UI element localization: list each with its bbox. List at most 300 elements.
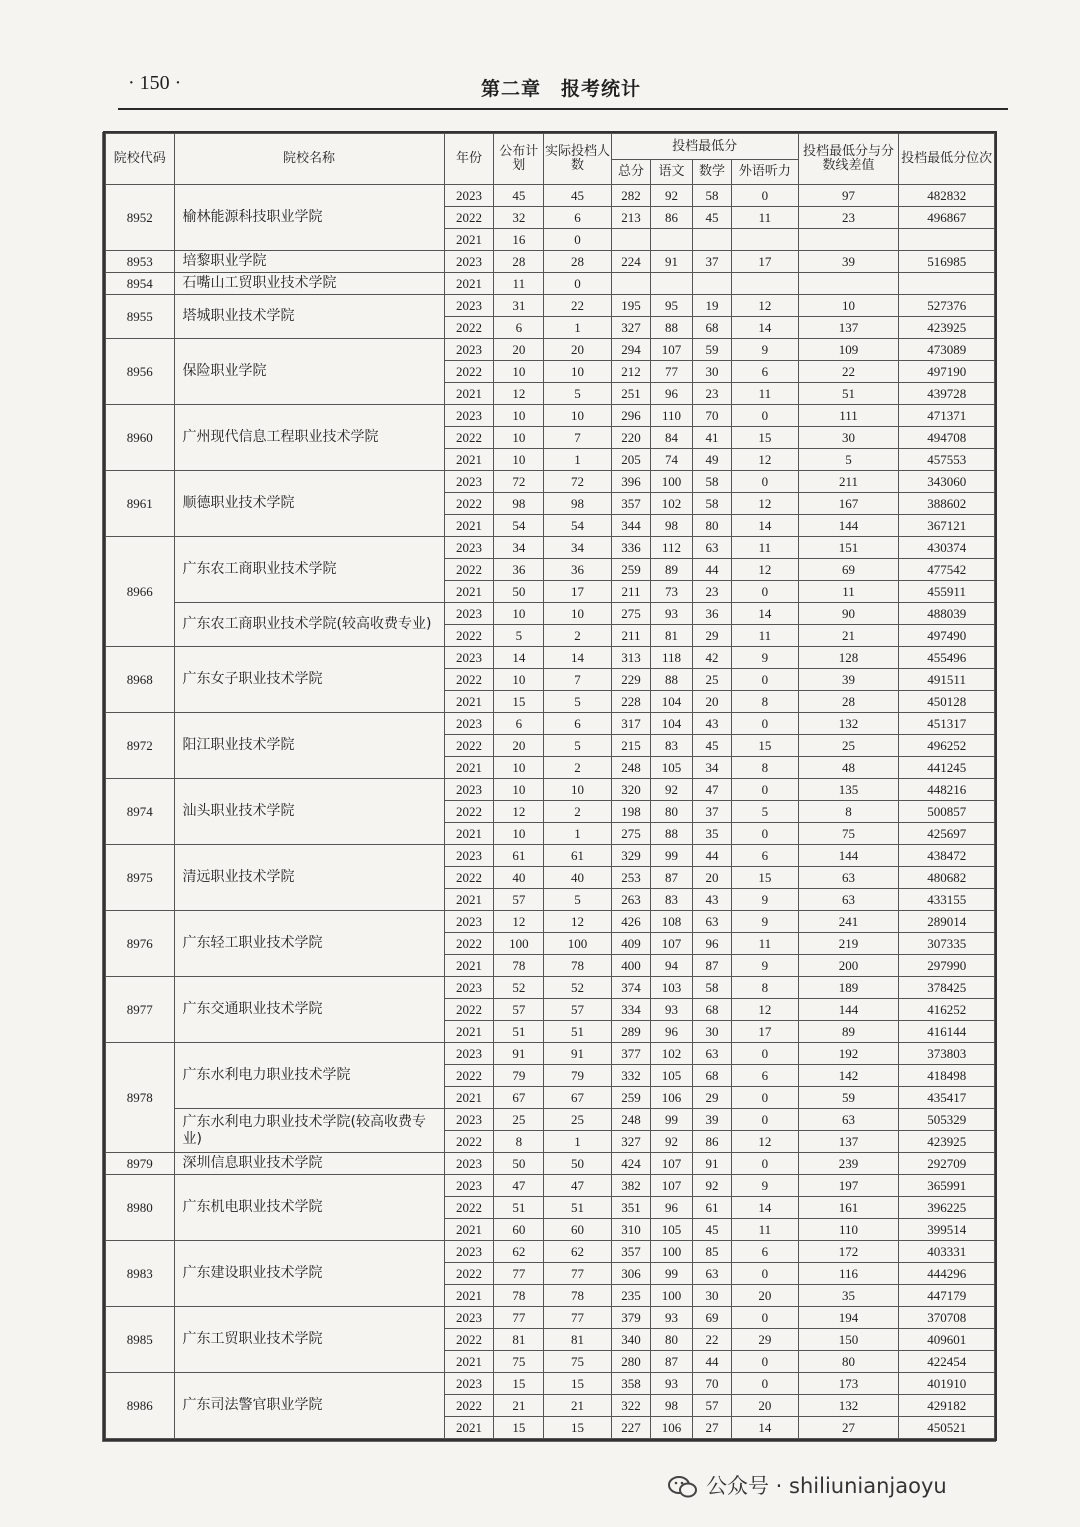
cell-diff: 22 xyxy=(798,361,899,383)
cell-plan: 51 xyxy=(494,1197,544,1219)
cell-diff: 144 xyxy=(798,515,899,537)
cell-rank: 448216 xyxy=(899,779,995,801)
cell-english: 0 xyxy=(732,713,798,735)
cell-plan: 57 xyxy=(494,999,544,1021)
cell-diff: 161 xyxy=(798,1197,899,1219)
cell-total: 400 xyxy=(611,955,650,977)
cell-actual: 6 xyxy=(544,713,612,735)
cell-total: 396 xyxy=(611,471,650,493)
cell-english: 6 xyxy=(732,845,798,867)
cell-rank: 435417 xyxy=(899,1087,995,1109)
cell-plan: 60 xyxy=(494,1219,544,1241)
cell-english: 0 xyxy=(732,1153,798,1175)
cell-actual: 79 xyxy=(544,1065,612,1087)
cell-total: 212 xyxy=(611,361,650,383)
cell-plan: 10 xyxy=(494,405,544,427)
cell-total: 227 xyxy=(611,1417,650,1439)
cell-actual: 45 xyxy=(544,185,612,207)
table-row xyxy=(106,845,995,867)
cell-math: 44 xyxy=(692,1351,731,1373)
cell-math: 27 xyxy=(692,1417,731,1439)
cell-math: 59 xyxy=(692,339,731,361)
cell-math: 30 xyxy=(692,361,731,383)
cell-diff: 89 xyxy=(798,1021,899,1043)
school-code: 8985 xyxy=(106,1307,175,1373)
cell-diff: 167 xyxy=(798,493,899,515)
cell-plan: 20 xyxy=(494,339,544,361)
cell-year: 2022 xyxy=(444,1131,494,1153)
school-code: 8972 xyxy=(106,713,175,779)
cell-rank: 497490 xyxy=(899,625,995,647)
cell-year: 2022 xyxy=(444,361,494,383)
cell-actual: 78 xyxy=(544,1285,612,1307)
cell-math: 85 xyxy=(692,1241,731,1263)
cell-plan: 21 xyxy=(494,1395,544,1417)
cell-chinese: 80 xyxy=(651,1329,693,1351)
cell-diff: 173 xyxy=(798,1373,899,1395)
admission-table-wrapper xyxy=(103,131,997,1441)
cell-math: 19 xyxy=(692,295,731,317)
school-name: 广州现代信息工程职业技术学院 xyxy=(174,405,444,471)
school-name: 广东水利电力职业技术学院 xyxy=(174,1043,444,1109)
table-row xyxy=(106,779,995,801)
cell-plan: 10 xyxy=(494,603,544,625)
cell-math xyxy=(692,273,731,295)
cell-year: 2023 xyxy=(444,1175,494,1197)
cell-diff: 63 xyxy=(798,1109,899,1131)
cell-rank: 292709 xyxy=(899,1153,995,1175)
school-code: 8986 xyxy=(106,1373,175,1439)
cell-year: 2021 xyxy=(444,1285,494,1307)
cell-english: 14 xyxy=(732,1197,798,1219)
cell-plan: 12 xyxy=(494,801,544,823)
school-name: 保险职业学院 xyxy=(174,339,444,405)
cell-english: 0 xyxy=(732,405,798,427)
cell-rank: 396225 xyxy=(899,1197,995,1219)
cell-actual: 51 xyxy=(544,1021,612,1043)
cell-rank: 378425 xyxy=(899,977,995,999)
cell-english: 9 xyxy=(732,339,798,361)
col-header-english: 外语听力 xyxy=(732,160,798,185)
cell-math: 86 xyxy=(692,1131,731,1153)
cell-rank: 343060 xyxy=(899,471,995,493)
cell-chinese: 95 xyxy=(651,295,693,317)
table-row xyxy=(106,1153,995,1175)
cell-english: 8 xyxy=(732,691,798,713)
col-header-name: 院校名称 xyxy=(174,134,444,185)
cell-actual: 22 xyxy=(544,295,612,317)
cell-plan: 10 xyxy=(494,449,544,471)
cell-rank: 399514 xyxy=(899,1219,995,1241)
cell-actual: 5 xyxy=(544,691,612,713)
cell-rank: 425697 xyxy=(899,823,995,845)
cell-chinese: 81 xyxy=(651,625,693,647)
cell-diff xyxy=(798,273,899,295)
cell-plan: 34 xyxy=(494,537,544,559)
cell-year: 2023 xyxy=(444,405,494,427)
cell-plan: 32 xyxy=(494,207,544,229)
cell-diff: 110 xyxy=(798,1219,899,1241)
col-header-total: 总分 xyxy=(611,160,650,185)
cell-english: 12 xyxy=(732,493,798,515)
cell-chinese: 110 xyxy=(651,405,693,427)
cell-year: 2023 xyxy=(444,295,494,317)
cell-chinese: 96 xyxy=(651,1021,693,1043)
cell-year: 2023 xyxy=(444,1373,494,1395)
cell-math: 58 xyxy=(692,185,731,207)
cell-year: 2023 xyxy=(444,1043,494,1065)
cell-english xyxy=(732,273,798,295)
cell-year: 2021 xyxy=(444,691,494,713)
cell-diff: 144 xyxy=(798,999,899,1021)
cell-english: 0 xyxy=(732,1373,798,1395)
cell-rank: 289014 xyxy=(899,911,995,933)
cell-year: 2022 xyxy=(444,867,494,889)
cell-rank: 473089 xyxy=(899,339,995,361)
cell-actual: 10 xyxy=(544,603,612,625)
cell-actual: 15 xyxy=(544,1373,612,1395)
cell-math: 34 xyxy=(692,757,731,779)
cell-diff: 90 xyxy=(798,603,899,625)
cell-year: 2023 xyxy=(444,1241,494,1263)
cell-diff: 111 xyxy=(798,405,899,427)
cell-actual: 81 xyxy=(544,1329,612,1351)
cell-english: 0 xyxy=(732,1307,798,1329)
cell-actual: 91 xyxy=(544,1043,612,1065)
cell-total: 248 xyxy=(611,1109,650,1131)
cell-total: 374 xyxy=(611,977,650,999)
cell-rank xyxy=(899,273,995,295)
cell-diff: 192 xyxy=(798,1043,899,1065)
cell-total: 357 xyxy=(611,493,650,515)
cell-math: 96 xyxy=(692,933,731,955)
cell-math: 29 xyxy=(692,625,731,647)
cell-plan: 31 xyxy=(494,295,544,317)
cell-chinese: 91 xyxy=(651,251,693,273)
cell-diff: 151 xyxy=(798,537,899,559)
cell-total: 426 xyxy=(611,911,650,933)
cell-total: 229 xyxy=(611,669,650,691)
cell-diff: 39 xyxy=(798,251,899,273)
table-row xyxy=(106,647,995,669)
cell-year: 2023 xyxy=(444,647,494,669)
cell-chinese: 102 xyxy=(651,493,693,515)
cell-year: 2022 xyxy=(444,1395,494,1417)
cell-plan: 47 xyxy=(494,1175,544,1197)
cell-year: 2023 xyxy=(444,779,494,801)
cell-actual: 98 xyxy=(544,493,612,515)
cell-year: 2023 xyxy=(444,185,494,207)
cell-english: 9 xyxy=(732,1175,798,1197)
school-name: 阳江职业技术学院 xyxy=(174,713,444,779)
cell-rank: 527376 xyxy=(899,295,995,317)
cell-chinese: 93 xyxy=(651,999,693,1021)
table-row xyxy=(106,603,995,625)
cell-total: 310 xyxy=(611,1219,650,1241)
school-code: 8961 xyxy=(106,471,175,537)
cell-actual: 2 xyxy=(544,801,612,823)
cell-chinese: 99 xyxy=(651,1109,693,1131)
cell-plan: 62 xyxy=(494,1241,544,1263)
cell-english: 5 xyxy=(732,801,798,823)
cell-rank: 450128 xyxy=(899,691,995,713)
cell-math: 57 xyxy=(692,1395,731,1417)
cell-total: 235 xyxy=(611,1285,650,1307)
cell-total xyxy=(611,273,650,295)
cell-total: 259 xyxy=(611,1087,650,1109)
school-code: 8977 xyxy=(106,977,175,1043)
cell-math: 44 xyxy=(692,559,731,581)
cell-plan: 79 xyxy=(494,1065,544,1087)
cell-rank: 422454 xyxy=(899,1351,995,1373)
cell-actual: 28 xyxy=(544,251,612,273)
school-code: 8953 xyxy=(106,251,175,273)
cell-diff: 137 xyxy=(798,317,899,339)
cell-rank: 433155 xyxy=(899,889,995,911)
cell-actual: 2 xyxy=(544,757,612,779)
cell-math: 47 xyxy=(692,779,731,801)
cell-chinese: 112 xyxy=(651,537,693,559)
cell-plan: 77 xyxy=(494,1263,544,1285)
cell-math: 63 xyxy=(692,911,731,933)
cell-english: 0 xyxy=(732,779,798,801)
cell-chinese: 80 xyxy=(651,801,693,823)
cell-actual: 20 xyxy=(544,339,612,361)
cell-actual: 61 xyxy=(544,845,612,867)
cell-actual: 62 xyxy=(544,1241,612,1263)
cell-plan: 78 xyxy=(494,955,544,977)
table-row xyxy=(106,1109,995,1131)
cell-plan: 11 xyxy=(494,273,544,295)
school-code: 8954 xyxy=(106,273,175,295)
cell-diff: 132 xyxy=(798,1395,899,1417)
cell-diff: 172 xyxy=(798,1241,899,1263)
cell-chinese: 98 xyxy=(651,515,693,537)
cell-total: 322 xyxy=(611,1395,650,1417)
cell-english: 0 xyxy=(732,471,798,493)
school-code: 8960 xyxy=(106,405,175,471)
cell-rank: 447179 xyxy=(899,1285,995,1307)
cell-diff: 128 xyxy=(798,647,899,669)
cell-total: 409 xyxy=(611,933,650,955)
cell-math: 39 xyxy=(692,1109,731,1131)
cell-chinese: 118 xyxy=(651,647,693,669)
cell-year: 2023 xyxy=(444,1109,494,1131)
cell-chinese: 92 xyxy=(651,779,693,801)
cell-year: 2023 xyxy=(444,1307,494,1329)
cell-year: 2021 xyxy=(444,515,494,537)
chapter-title: 第二章 报考统计 xyxy=(481,78,642,100)
cell-rank: 307335 xyxy=(899,933,995,955)
cell-actual: 54 xyxy=(544,515,612,537)
cell-year: 2021 xyxy=(444,383,494,405)
cell-plan: 6 xyxy=(494,317,544,339)
cell-actual: 0 xyxy=(544,273,612,295)
cell-chinese: 105 xyxy=(651,1219,693,1241)
school-code: 8978 xyxy=(106,1043,175,1153)
cell-diff: 219 xyxy=(798,933,899,955)
cell-rank: 480682 xyxy=(899,867,995,889)
cell-year: 2021 xyxy=(444,757,494,779)
cell-year: 2022 xyxy=(444,933,494,955)
cell-actual: 75 xyxy=(544,1351,612,1373)
cell-math: 69 xyxy=(692,1307,731,1329)
cell-year: 2023 xyxy=(444,339,494,361)
cell-chinese: 83 xyxy=(651,889,693,911)
cell-plan: 10 xyxy=(494,757,544,779)
cell-english: 29 xyxy=(732,1329,798,1351)
cell-english: 11 xyxy=(732,933,798,955)
school-name: 广东水利电力职业技术学院(较高收费专业) xyxy=(174,1109,444,1153)
cell-chinese: 105 xyxy=(651,757,693,779)
cell-total: 289 xyxy=(611,1021,650,1043)
cell-english: 15 xyxy=(732,735,798,757)
cell-english: 14 xyxy=(732,603,798,625)
cell-rank: 370708 xyxy=(899,1307,995,1329)
cell-english: 14 xyxy=(732,1417,798,1439)
cell-math xyxy=(692,229,731,251)
cell-diff: 189 xyxy=(798,977,899,999)
cell-year: 2022 xyxy=(444,625,494,647)
cell-rank: 365991 xyxy=(899,1175,995,1197)
cell-chinese: 93 xyxy=(651,603,693,625)
cell-year: 2023 xyxy=(444,471,494,493)
cell-total: 306 xyxy=(611,1263,650,1285)
cell-diff: 194 xyxy=(798,1307,899,1329)
cell-chinese: 98 xyxy=(651,1395,693,1417)
cell-plan: 57 xyxy=(494,889,544,911)
cell-math: 29 xyxy=(692,1087,731,1109)
cell-actual: 1 xyxy=(544,1131,612,1153)
cell-total: 340 xyxy=(611,1329,650,1351)
cell-rank: 516985 xyxy=(899,251,995,273)
cell-year: 2021 xyxy=(444,1219,494,1241)
wechat-icon xyxy=(668,1475,698,1499)
cell-rank: 496867 xyxy=(899,207,995,229)
cell-actual: 6 xyxy=(544,207,612,229)
cell-english: 12 xyxy=(732,1131,798,1153)
cell-chinese: 77 xyxy=(651,361,693,383)
col-header-diff: 投档最低分与分数线差值 xyxy=(798,134,899,185)
cell-rank: 429182 xyxy=(899,1395,995,1417)
cell-chinese: 84 xyxy=(651,427,693,449)
cell-chinese: 92 xyxy=(651,185,693,207)
cell-total: 220 xyxy=(611,427,650,449)
cell-diff: 116 xyxy=(798,1263,899,1285)
cell-actual: 36 xyxy=(544,559,612,581)
cell-english: 11 xyxy=(732,207,798,229)
cell-chinese xyxy=(651,273,693,295)
cell-rank: 441245 xyxy=(899,757,995,779)
col-header-plan: 公布计划 xyxy=(494,134,544,185)
cell-plan: 10 xyxy=(494,669,544,691)
cell-actual: 1 xyxy=(544,317,612,339)
cell-year: 2022 xyxy=(444,669,494,691)
cell-actual: 10 xyxy=(544,405,612,427)
cell-year: 2022 xyxy=(444,801,494,823)
cell-diff: 80 xyxy=(798,1351,899,1373)
cell-diff: 5 xyxy=(798,449,899,471)
cell-actual: 34 xyxy=(544,537,612,559)
cell-plan: 25 xyxy=(494,1109,544,1131)
cell-actual: 2 xyxy=(544,625,612,647)
school-name: 广东农工商职业技术学院(较高收费专业) xyxy=(174,603,444,647)
col-header-actual: 实际投档人数 xyxy=(544,134,612,185)
cell-total: 198 xyxy=(611,801,650,823)
cell-total: 224 xyxy=(611,251,650,273)
cell-total: 377 xyxy=(611,1043,650,1065)
cell-chinese: 106 xyxy=(651,1417,693,1439)
cell-plan: 77 xyxy=(494,1307,544,1329)
cell-total: 263 xyxy=(611,889,650,911)
cell-english: 6 xyxy=(732,361,798,383)
school-code: 8976 xyxy=(106,911,175,977)
cell-english: 12 xyxy=(732,449,798,471)
cell-total: 334 xyxy=(611,999,650,1021)
cell-rank: 455496 xyxy=(899,647,995,669)
cell-english: 8 xyxy=(732,977,798,999)
cell-plan: 15 xyxy=(494,1373,544,1395)
cell-diff: 30 xyxy=(798,427,899,449)
admission-score-table xyxy=(105,133,995,1439)
cell-english: 12 xyxy=(732,295,798,317)
cell-english: 0 xyxy=(732,1263,798,1285)
cell-math: 58 xyxy=(692,493,731,515)
cell-rank: 482832 xyxy=(899,185,995,207)
cell-chinese: 92 xyxy=(651,1131,693,1153)
cell-rank: 367121 xyxy=(899,515,995,537)
table-row xyxy=(106,1307,995,1329)
cell-chinese: 83 xyxy=(651,735,693,757)
cell-plan: 10 xyxy=(494,427,544,449)
cell-english: 9 xyxy=(732,911,798,933)
cell-math: 45 xyxy=(692,207,731,229)
cell-chinese: 105 xyxy=(651,1065,693,1087)
cell-total: 211 xyxy=(611,581,650,603)
cell-actual: 57 xyxy=(544,999,612,1021)
school-name: 榆林能源科技职业学院 xyxy=(174,185,444,251)
cell-plan: 15 xyxy=(494,1417,544,1439)
table-row xyxy=(106,339,995,361)
cell-actual: 14 xyxy=(544,647,612,669)
cell-chinese xyxy=(651,229,693,251)
cell-plan: 45 xyxy=(494,185,544,207)
table-body xyxy=(106,185,995,1439)
cell-diff: 27 xyxy=(798,1417,899,1439)
cell-chinese: 108 xyxy=(651,911,693,933)
footer-watermark xyxy=(668,1470,1068,1510)
cell-english: 12 xyxy=(732,559,798,581)
cell-chinese: 106 xyxy=(651,1087,693,1109)
cell-plan: 98 xyxy=(494,493,544,515)
cell-rank: 500857 xyxy=(899,801,995,823)
cell-total: 259 xyxy=(611,559,650,581)
table-row xyxy=(106,1043,995,1065)
school-name: 深圳信息职业技术学院 xyxy=(174,1153,444,1175)
col-header-year: 年份 xyxy=(444,134,494,185)
cell-total: 351 xyxy=(611,1197,650,1219)
cell-rank: 373803 xyxy=(899,1043,995,1065)
table-row xyxy=(106,405,995,427)
table-row xyxy=(106,977,995,999)
cell-total: 294 xyxy=(611,339,650,361)
cell-chinese: 93 xyxy=(651,1307,693,1329)
cell-diff: 63 xyxy=(798,867,899,889)
cell-rank: 438472 xyxy=(899,845,995,867)
cell-plan: 12 xyxy=(494,383,544,405)
cell-chinese: 87 xyxy=(651,867,693,889)
school-code: 8975 xyxy=(106,845,175,911)
